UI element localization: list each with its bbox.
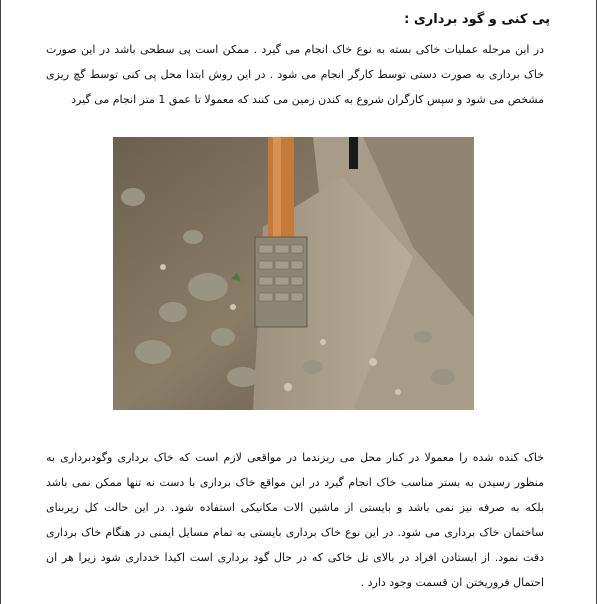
section-heading: پی کنی و گود برداری : [404, 12, 550, 27]
paragraph-intro: در این مرحله عملیات خاکی بسته به نوع خاک انجام می گیرد . ممکن است پی سطحی باشد در این صورت خاک برداری به صورت دستی توسط کارگر انجام می شود . در این روش ابتدا محل پی کنی توسط گچ ریزی مشخص می شود و سپس کارگران شروع به کندن زمین می کنند که معمولا تا عمق 1 متر انجام می گیرد [46, 43, 544, 106]
paragraph-excavation: خاک کنده شده را معمولا در کنار محل می ریزندما در مواقعی لازم است که خاک برداری وگودبرداری به منظور رسیدن به بستر مناسب خاک انجام گیرد در این مواقع خاک برداری با دست نه تنها ممکن نمی باشد بلکه به صرفه نیز نمی باشد و بایستی از ماشین الات مکانیکی استفاده شود. در این حالت کل زیربنای ساختمان خاک برداری می شود. در این نوع خاک برداری بایستی به تمام مسایل ایمنی در هنگام خاک برداری دقت نمود. از ایستادن افراد در بالای تل خاکی که در حال گود برداری است اکیدا خدداری شود زیرا هر ان احتمال فروریختن ان قسمت وجود دارد . [46, 451, 544, 589]
excavation-photo-icon [113, 137, 474, 410]
excavation-photo [113, 137, 474, 410]
